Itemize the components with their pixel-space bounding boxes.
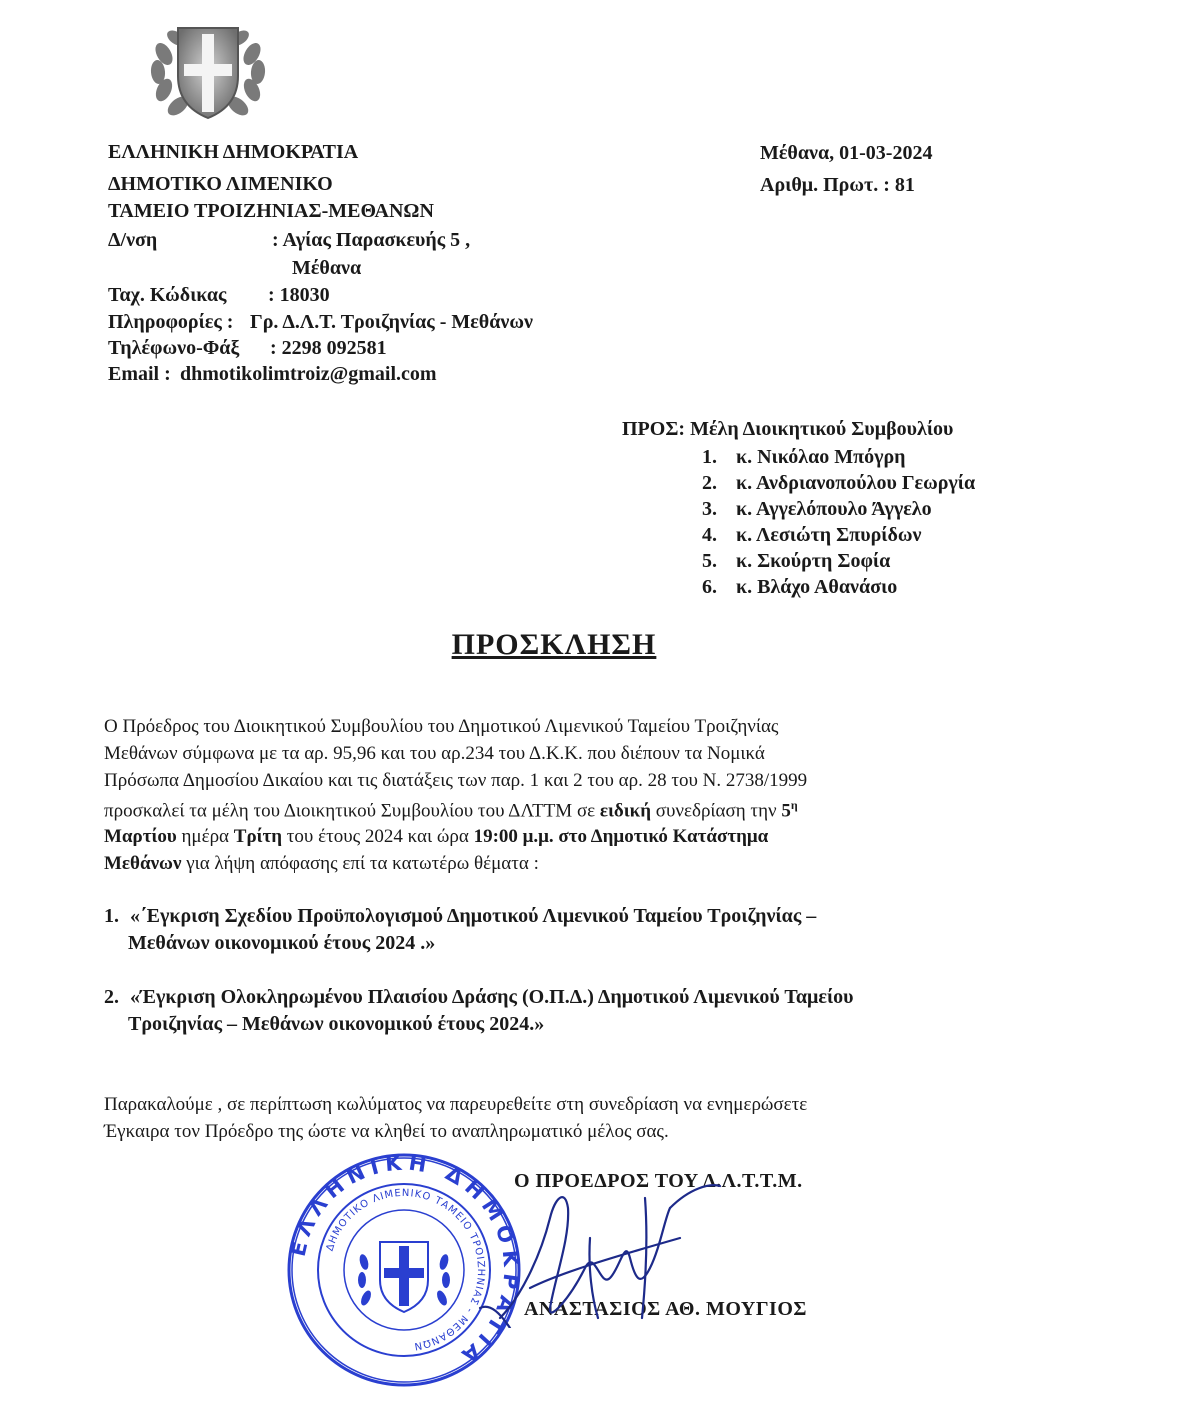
body-line: Μεθάνων σύμφωνα με τα αρ. 95,96 και του αρ.234 του Δ.Κ.Κ. που διέπουν τα Νομικά [104, 743, 765, 764]
signatory-name: ΑΝΑΣΤΑΣΙΟΣ ΑΘ. ΜΟΥΓΙΟΣ [524, 1298, 807, 1320]
body-line: προσκαλεί τα μέλη του Διοικητικού Συμβουλίου του ΔΛΤΤΜ σε ειδική συνεδρίαση την $5^\eta$ [104, 798, 798, 822]
postal-label: Ταχ. Κώδικας [108, 284, 227, 306]
body-line: Πρόσωπα Δημοσίου Δικαίου και τις διατάξεις των παρ. 1 και 2 του αρ. 28 του Ν. 2738/1999 [104, 770, 808, 791]
list-item: 6. κ. Βλάχο Αθανάσιο [702, 576, 898, 598]
body-line: Ο Πρόεδρος του Διοικητικού Συμβουλίου του Δημοτικού Λιμενικού Ταμείου Τροιζηνίας [104, 716, 779, 737]
phone-value: : 2298 092581 [270, 337, 387, 359]
agenda-item-text: «Έγκριση Ολοκληρωμένου Πλαισίου Δράσης (Ο.Π.Δ.) Δημοτικού Λιμενικού Ταμείου [130, 986, 854, 1008]
recipients-heading [622, 418, 953, 441]
body-line: Μαρτίου ημέρα Τρίτη του έτους 2024 και ώρα 19:00 μ.μ. στο Δημοτικό Κατάστημα [104, 826, 769, 847]
info-label: Πληροφορίες : [108, 311, 234, 333]
agenda-item-number: 2. [104, 986, 119, 1008]
address-label: Δ/νση [108, 229, 158, 251]
phone-label: Τηλέφωνο-Φάξ [108, 337, 240, 359]
document-title: ΠΡΟΣΚΛΗΣΗ [451, 628, 657, 661]
body-line: Μεθάνων για λήψη απόφασης επί τα κατωτέρω θέματα : [104, 853, 539, 874]
place-date: Μέθανα, 01-03-2024 [760, 142, 933, 164]
list-item: 1. κ. Νικόλαο Μπόγρη [702, 446, 906, 468]
handwritten-signature-icon [470, 1178, 730, 1328]
address-value: : Αγίας Παρασκευής 5 , [272, 229, 471, 251]
svg-text:ΔΗΜΟΤΙΚΟ ΛΙΜΕΝΙΚΟ ΤΑΜΕΙΟ ΤΡΟΙΖ: ΔΗΜΟΤΙΚΟ ΛΙΜΕΝΙΚΟ ΤΑΜΕΙΟ ΤΡΟΙΖΗΝΙΑΣ - ΜΕΘΑΝΩΝ [324, 1187, 487, 1352]
agenda-item-text: «΄Εγκριση Σχεδίου Προϋπολογισμού Δημοτικού Λιμενικού Ταμείου Τροιζηνίας – [130, 905, 817, 927]
agenda-item-number: 1. [104, 905, 119, 927]
header-line-3: ΤΑΜΕΙΟ ΤΡΟΙΖΗΝΙΑΣ-ΜΕΘΑΝΩΝ [108, 200, 434, 222]
email-label: Email : [108, 363, 171, 385]
recipients-label: ΠΡΟΣ: [622, 418, 686, 440]
agenda-item-text: Μεθάνων οικονομικού έτους 2024 .» [128, 932, 436, 954]
protocol-number: Αριθμ. Πρωτ. : 81 [760, 174, 915, 196]
list-item: 5. κ. Σκούρτη Σοφία [702, 550, 891, 572]
postal-value: : 18030 [268, 284, 330, 306]
agenda-item-text: Τροιζηνίας – Μεθάνων οικονομικού έτους 2024.» [128, 1013, 545, 1035]
header-line-2: ΔΗΜΟΤΙΚΟ ΛΙΜΕΝΙΚΟ [108, 173, 333, 195]
closing-line: Παρακαλούμε , σε περίπτωση κωλύματος να παρευρεθείτε στη συνεδρίαση να ενημερώσετε [104, 1094, 808, 1115]
list-item: 2. κ. Ανδριανοπούλου Γεωργία [702, 472, 976, 494]
closing-line: Έγκαιρα τον Πρόεδρο της ώστε να κληθεί το αναπληρωματικό μέλος σας. [104, 1121, 669, 1142]
list-item: 3. κ. Αγγελόπουλο Άγγελο [702, 498, 932, 520]
signatory-title: Ο ΠΡΟΕΔΡΟΣ ΤΟΥ Δ.Λ.Τ.Τ.Μ. [514, 1170, 803, 1192]
greek-coat-of-arms-icon [142, 14, 274, 126]
info-value: Γρ. Δ.Λ.Τ. Τροιζηνίας - Μεθάνων [250, 311, 533, 333]
list-item: 4. κ. Λεσιώτη Σπυρίδων [702, 524, 922, 546]
svg-text:ΕΛΛΗΝΙΚΗ ΔΗΜΟΚΡΑΤΙΑ: ΕΛΛΗΝΙΚΗ ΔΗΜΟΚΡΑΤΙΑ [286, 1152, 522, 1372]
header-line-1: ΕΛΛΗΝΙΚΗ ΔΗΜΟΚΡΑΤΙΑ [108, 141, 359, 163]
email-value: dhmotikolimtroiz@gmail.com [180, 363, 437, 385]
address-city: Μέθανα [292, 257, 362, 279]
recipients-group: Μέλη Διοικητικού Συμβουλίου [690, 418, 954, 440]
